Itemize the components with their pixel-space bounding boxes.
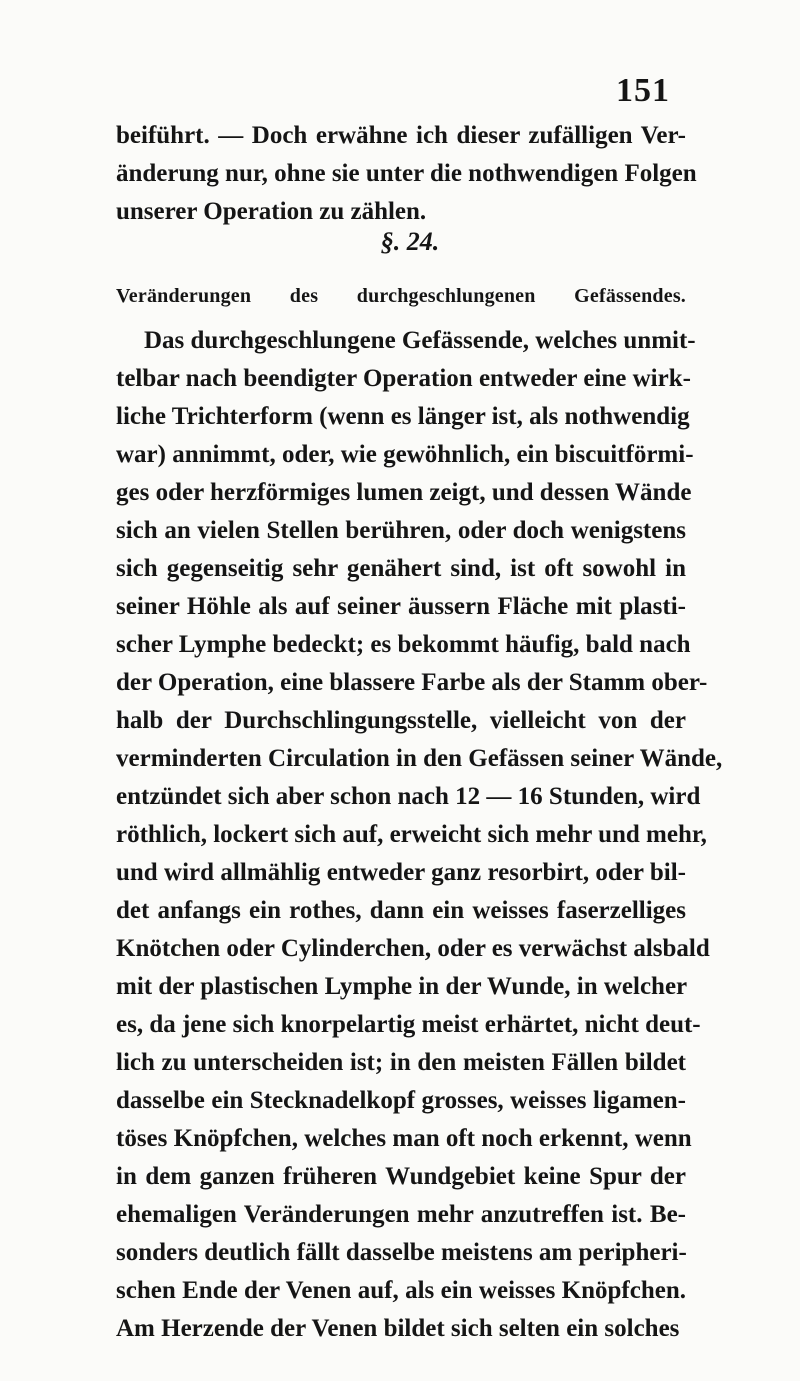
text-line: sich gegenseitig sehr genähert sind, ist oft sowohl in [116, 555, 686, 582]
section-number: §. 24. [380, 227, 440, 256]
intro-paragraph [116, 117, 697, 231]
text-line: mit der plastischen Lymphe in der Wunde, in welcher [116, 973, 688, 1000]
text-line: scher Lymphe bedeckt; es bekommt häufig, bald nach [116, 631, 691, 658]
text-line: änderung nur, ohne sie unter die nothwendigen Folgen [116, 160, 697, 187]
text-line: sonders deutlich fällt dasselbe meistens am peripheri- [116, 1239, 687, 1266]
text-line: ehemaligen Veränderungen mehr anzutreffen ist. Be- [116, 1201, 686, 1228]
text-line: telbar nach beendigter Operation entweder eine wirk- [116, 365, 691, 392]
text-line: war) annimmt, oder, wie gewöhnlich, ein biscuitförmi- [116, 441, 694, 468]
text-line: Knötchen oder Cylinderchen, oder es verwächst alsbald [116, 935, 710, 962]
text-line: det anfangs ein rothes, dann ein weisses faserzelliges [116, 897, 686, 924]
text-line: Am Herzende der Venen bildet sich selten ein solches [116, 1315, 680, 1342]
text-line: beiführt. — Doch erwähne ich dieser zufälligen Ver- [116, 122, 686, 149]
body-paragraph [116, 322, 723, 1348]
text-line: und wird allmählig entweder ganz resorbirt, oder bil- [116, 859, 686, 886]
text-line: dasselbe ein Stecknadelkopf grosses, weisses ligamen- [116, 1087, 686, 1114]
text-line: es, da jene sich knorpelartig meist erhärtet, nicht deut- [116, 1011, 701, 1038]
text-line: schen Ende der Venen auf, als ein weisses Knöpfchen. [116, 1277, 686, 1304]
text-line: röthlich, lockert sich auf, erweicht sich mehr und mehr, [116, 821, 707, 848]
text-line: seiner Höhle als auf seiner äussern Fläche mit plasti- [116, 593, 686, 620]
page-number: 151 [616, 72, 670, 109]
text-line: der Operation, eine blassere Farbe als der Stamm ober- [116, 669, 708, 696]
text-line: entzündet sich aber schon nach 12 — 16 Stunden, wird [116, 783, 701, 810]
text-line: halb der Durchschlingungsstelle, vielleicht von der [116, 707, 686, 734]
text-line: ges oder herzförmiges lumen zeigt, und dessen Wände [116, 479, 692, 506]
text-line: verminderten Circulation in den Gefässen seiner Wände, [116, 745, 723, 772]
text-line: unserer Operation zu zählen. [116, 198, 427, 225]
text-line: Das durchgeschlungene Gefässende, welches unmit- [144, 327, 696, 354]
text-line: töses Knöpfchen, welches man oft noch erkennt, wenn [116, 1125, 692, 1152]
text-line: in dem ganzen früheren Wundgebiet keine Spur der [116, 1163, 686, 1190]
section-heading: Veränderungen des durchgeschlungenen Gefässendes. [116, 285, 686, 307]
text-line: liche Trichterform (wenn es länger ist, als nothwendig [116, 403, 690, 430]
text-line: lich zu unterscheiden ist; in den meisten Fällen bildet [116, 1049, 686, 1076]
text-line: sich an vielen Stellen berühren, oder doch wenigstens [116, 517, 686, 544]
